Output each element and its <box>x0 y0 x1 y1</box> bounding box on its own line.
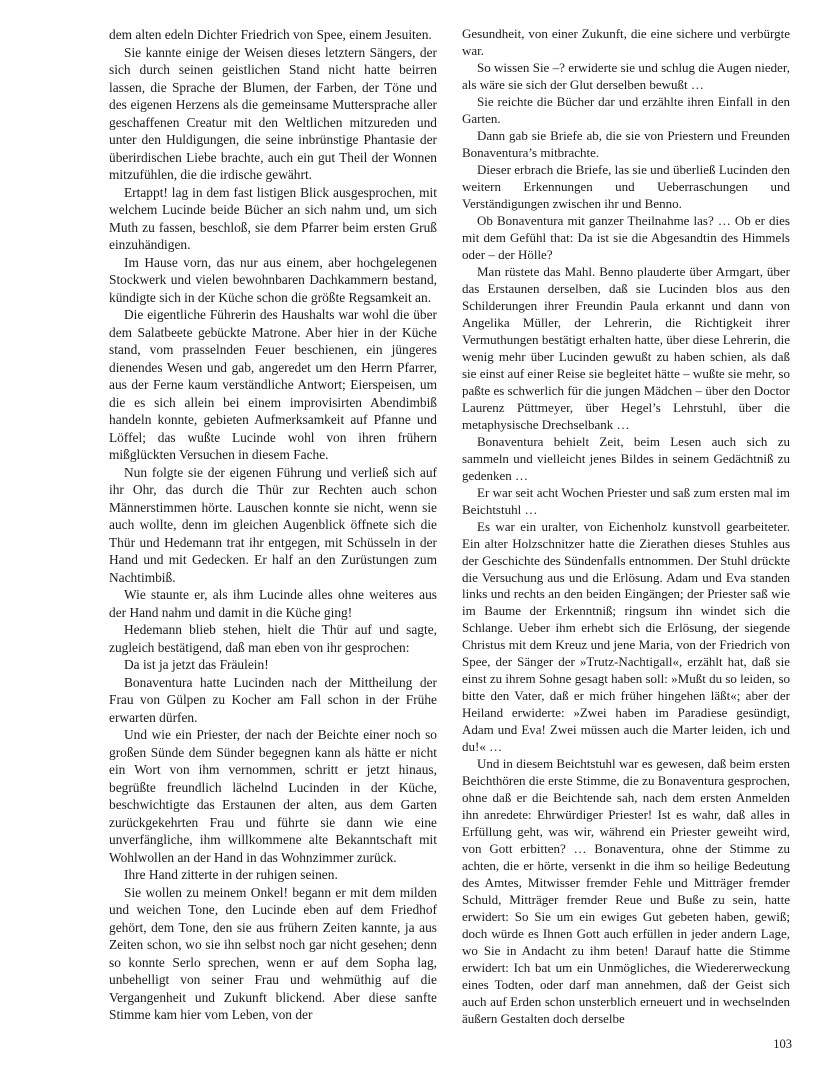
paragraph: Da ist ja jetzt das Fräulein! <box>124 657 269 672</box>
paragraph: Er war seit acht Wochen Priester und saß zum ersten mal im Beichtstuhl … <box>462 484 790 517</box>
paragraph: Man rüstete das Mahl. Benno plauderte über Armgart, über das Erstaunen derselben, daß sie Lucinden blos aus den Schilderungen ihrer Freundin Paula erkannt und dann von Angelika Müller, der Lehrerin, die Richtigkeit ihrer Vermuthungen bestätigt erhalten hatte, über diese Lehrerin, die wenig mehr über Lucinden gewußt zu haben schien, als daß sie einst auf einer Reise sie begleitet hätte – wußte sie mehr, so paßte es schwerlich für die jungen Mädchen – über den Doctor Laurenz Püttmeyer, über Hegel’s Lehrstuhl, über die metaphysische Drechselbank … <box>462 263 790 432</box>
paragraph: Und in diesem Beichtstuhl war es gewesen, daß beim ersten Beichthören die erste Stimme, die zu Bonaventura gesprochen, ohne daß er die Beichtende sah, nach dem ersten Anmelden ihn anredete: Ehrwürdiger Priester! Ist es wahr, daß alles in Erfüllung geht, was wir, während ein Priester geweiht wird, von Gott erbitten? … Bonaventura, ohne der Stimme zu achten, die er hörte, versenkt in die ihm so heilige Bedeutung des Amtes, Mitwisser fremder Fehle und Mitträger fremder Schuld, Mitträger fremder Reue und Buße zu sein, hatte erwidert: So Sie um ein ewiges Gut gebeten haben, gewiß; doch würde es Ihnen Gott auch erfüllen in jeder andern Lage, wo Sie in Andacht zu ihm beten! Darauf hatte die Stimme erwidert: Ich bat um ein Unmögliches, die Wiedererweckung eines Todten, oder darf man annehmen, daß der Geist sich auch auf Erden schon unsterblich erneuert und in wechselnden äußern Gestalten doch derselbe <box>462 756 790 1027</box>
paragraph: Sie kannte einige der Weisen dieses letztern Sängers, der sich durch seinen geistlichen Stand nicht hatte beirren lassen, die Sprache der Blumen, der Farben, der Töne und des eigenen Herzens als die gemeinsame Muttersprache aller geschaffenen Creatur mit den Weltlichen mitzureden und unter den Huldigungen, die seine inbrünstige Phantasie der überirdischen Liebe brachte, auch ein gut Theil der Wonnen mitzufühlen, die die irdische gewährt. <box>109 44 437 182</box>
paragraph: Sie reichte die Bücher dar und erzählte ihren Einfall in den Garten. <box>462 93 790 126</box>
paragraph: Dieser erbrach die Briefe, las sie und überließ Lucinden den weitern Erkennungen und Ueberraschungen und Verständigungen zwischen ihr und Benno. <box>462 161 790 211</box>
paragraph: So wissen Sie –? erwiderte sie und schlug die Augen nieder, als wäre sie sich der Glut derselben bewußt … <box>462 59 790 92</box>
paragraph: Sie wollen zu meinem Onkel! begann er mit dem milden und weichen Tone, den Lucinde eben auf dem Friedhof gehört, dem Tone, den sie aus frühern Zeiten kannte, ja aus Zeiten schon, wo sie ihn selbst noch gar nicht gesehen; denn so konnte Serlo sprechen, wenn er auf dem Sopha lag, unbehelligt von seiner Frau und wehmüthig auf die Vergangenheit und Zukunft blickend. Aber diese sanfte Stimme kam hier vom Leben, von der <box>109 884 437 1022</box>
paragraph: Ihre Hand zitterte in der ruhigen seinen. <box>124 867 338 882</box>
paragraph: Nun folgte sie der eigenen Führung und verließ sich auf ihr Ohr, das durch die Thür zur Rechten auch schon Männerstimmen hörte. Lauschen konnte sie nicht, wenn sie auch wollte, denn im gleichen Augenblick öffnete sich die Thür und Hedemann trat ihr entgegen, mit Schüsseln in der Hand und mit Gedecken. Er half an den Zurüstungen zum Nachtimbiß. <box>109 464 437 585</box>
paragraph: Hedemann blieb stehen, hielt die Thür auf und sagte, zugleich bestätigend, daß man eben von ihr gesprochen: <box>109 622 437 655</box>
left-column <box>109 26 437 1024</box>
paragraph: Die eigentliche Führerin des Haushalts war wohl die über dem Salatbeete gebückte Matrone. Aber hier in der Küche stand, vom prasselnden Feuer beschienen, ein jüngeres dienendes Wesen und gab, angeredet um den Herrn Pfarrer, aus der Ferne kaum verständliche Antwort; Eierspeisen, um die es sich allein bei einem improvisirten Abendimbiß handeln konnte, gebieten Aufmerksamkeit auf Pfanne und Löffel; das wußte Lucinde wohl von ihren frühern mißglückten Versuchen in diesem Fache. <box>109 307 437 462</box>
paragraph: Es war ein uralter, von Eichenholz kunstvoll gearbeiteter. Ein alter Holzschnitzer hatte die Zierathen dieses Stuhles aus der Geschichte des Sündenfalls entnommen. Der Stuhl drückte die Versuchung aus und die Erlösung. Adam und Eva standen links und rechts an den beiden Eingängen; der Priester saß wie im Baume der Erkenntniß; ringsum ihn windet sich die Schlange. Ueber ihm erhebt sich die Erlösung, der siegende Christus mit dem Kreuz und jene Maria, von der Friedrich von Spee, der Sänger der »Trutz-Nachtigall«, erzählt hat, daß sie einst zu ihrem Sohne gesagt haben soll: »Mußt du so leiden, so bitte den Vater, daß er mich früher hingehen läßt«; aber der Heiland erwiderte: »Zwei haben im Paradiese gesündigt, Adam und Eva! Zwei müssen auch die Marter leiden, ich und du!« … <box>462 518 790 755</box>
paragraph: Bonaventura hatte Lucinden nach der Mittheilung der Frau von Gülpen zu Kocher am Fall schon in der Frühe erwarten dürfen. <box>109 674 437 725</box>
paragraph: Und wie ein Priester, der nach der Beichte einer noch so großen Sünde dem Sünder begegnen kann als hätte er nicht ein Wort von ihm vernommen, schritt er jetzt hinaus, begrüßte freundlich lächelnd Lucinden in der Küche, beschwichtigte das Erstaunen der alten, aus dem Garten zurückgekehrten Frau und führte sie dann wie eine unverfängliche, ihm willkommene alte Bekanntschaft mit Wohlwollen an der Hand in das Wohnzimmer zurück. <box>109 727 437 865</box>
paragraph: Wie staunte er, als ihm Lucinde alles ohne weiteres aus der Hand nahm und damit in die Küche ging! <box>109 587 437 620</box>
paragraph: Im Hause vorn, das nur aus einem, aber hochgelegenen Stockwerk und vielen bewohnbaren Dachkammern bestand, kündigte sich in der Küche schon die größte Regsamkeit an. <box>109 254 437 305</box>
paragraph: Dann gab sie Briefe ab, die sie von Priestern und Freunden Bonaventura’s mitbrachte. <box>462 127 790 160</box>
paragraph: dem alten edeln Dichter Friedrich von Spee, einem Jesuiten. <box>109 27 432 42</box>
paragraph: Gesundheit, von einer Zukunft, die eine sichere und verbürgte war. <box>462 26 790 58</box>
paragraph: Ertappt! lag in dem fast listigen Blick ausgesprochen, mit welchem Lucinde beide Bücher an sich nahm und, um sich Muth zu fassen, beschloß, sie dem Pfarrer beim ersten Gruß einzuhändigen. <box>109 184 437 252</box>
paragraph: Ob Bonaventura mit ganzer Theilnahme las? … Ob er dies mit dem Gefühl that: Da ist sie die Abgesandtin des Himmels oder – der Hölle? <box>462 212 790 262</box>
page-number: 103 <box>773 1037 792 1051</box>
right-column <box>462 26 790 1028</box>
paragraph: Bonaventura behielt Zeit, beim Lesen auch sich zu sammeln und vielleicht jenes Bildes in seinem Gedächtniß zu gedenken … <box>462 433 790 483</box>
